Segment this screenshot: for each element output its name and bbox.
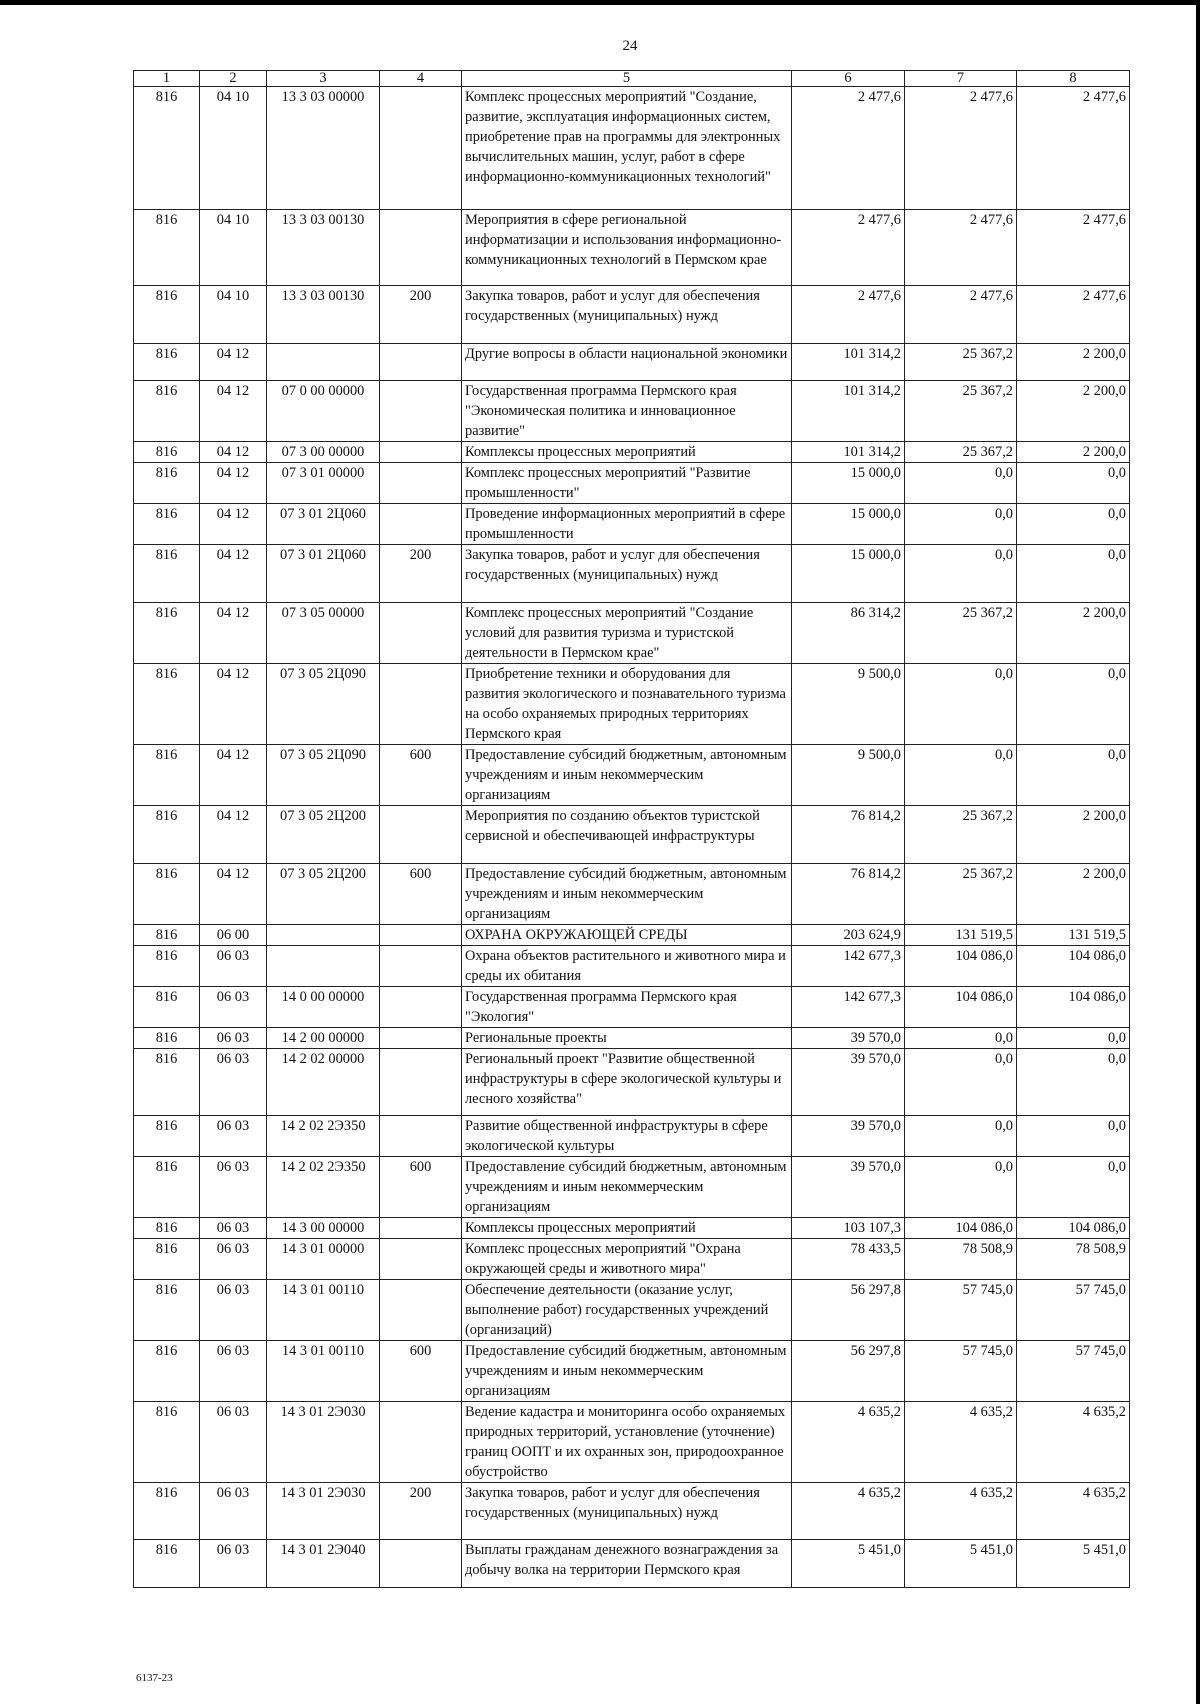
table-row bbox=[134, 463, 1130, 504]
table-row bbox=[134, 504, 1130, 545]
table-row bbox=[134, 745, 1130, 806]
table-header-row bbox=[134, 71, 1130, 87]
cell-target-article: 07 3 01 2Ц060 bbox=[267, 545, 380, 603]
cell-section-code: 04 12 bbox=[200, 864, 267, 925]
cell-section-code: 06 03 bbox=[200, 987, 267, 1028]
cell-amount-col7: 4 635,2 bbox=[905, 1402, 1017, 1483]
cell-amount-col8: 2 477,6 bbox=[1017, 210, 1130, 286]
header-cell: 5 bbox=[462, 71, 792, 87]
cell-expense-type bbox=[380, 1049, 462, 1116]
cell-expense-type: 600 bbox=[380, 1341, 462, 1402]
cell-amount-col7: 2 477,6 bbox=[905, 87, 1017, 210]
cell-section-code: 06 03 bbox=[200, 1028, 267, 1049]
cell-amount-col8: 57 745,0 bbox=[1017, 1280, 1130, 1341]
cell-admin-code: 816 bbox=[134, 1280, 200, 1341]
cell-target-article: 07 3 05 00000 bbox=[267, 603, 380, 664]
cell-amount-col8: 4 635,2 bbox=[1017, 1402, 1130, 1483]
cell-target-article: 07 3 05 2Ц200 bbox=[267, 806, 380, 864]
cell-amount-col8: 5 451,0 bbox=[1017, 1540, 1130, 1588]
cell-admin-code: 816 bbox=[134, 1028, 200, 1049]
cell-description: Закупка товаров, работ и услуг для обеспечения государственных (муниципальных) нужд bbox=[462, 1483, 792, 1540]
cell-description: Предоставление субсидий бюджетным, автономным учреждениям и иным некоммерческим организациям bbox=[462, 745, 792, 806]
cell-description: Проведение информационных мероприятий в сфере промышленности bbox=[462, 504, 792, 545]
cell-expense-type bbox=[380, 463, 462, 504]
cell-amount-col8: 2 200,0 bbox=[1017, 864, 1130, 925]
cell-section-code: 06 03 bbox=[200, 1402, 267, 1483]
cell-target-article: 07 3 05 2Ц200 bbox=[267, 864, 380, 925]
cell-amount-col8: 0,0 bbox=[1017, 1157, 1130, 1218]
cell-description: Комплекс процессных мероприятий "Создание, развитие, эксплуатация информационных систем, приобретение прав на программы для электронных вычислительных машин, услуг, работ в сфере информационно-коммуникационных технологий" bbox=[462, 87, 792, 210]
cell-section-code: 04 12 bbox=[200, 442, 267, 463]
cell-target-article: 07 3 05 2Ц090 bbox=[267, 664, 380, 745]
cell-section-code: 06 03 bbox=[200, 1049, 267, 1116]
cell-amount-col6: 15 000,0 bbox=[792, 463, 905, 504]
cell-expense-type bbox=[380, 504, 462, 545]
cell-admin-code: 816 bbox=[134, 442, 200, 463]
header-cell: 8 bbox=[1017, 71, 1130, 87]
table-row bbox=[134, 1239, 1130, 1280]
cell-target-article: 07 3 01 00000 bbox=[267, 463, 380, 504]
cell-description: Государственная программа Пермского края "Экология" bbox=[462, 987, 792, 1028]
cell-target-article: 14 0 00 00000 bbox=[267, 987, 380, 1028]
cell-amount-col8: 104 086,0 bbox=[1017, 946, 1130, 987]
cell-amount-col7: 0,0 bbox=[905, 545, 1017, 603]
cell-amount-col8: 57 745,0 bbox=[1017, 1341, 1130, 1402]
cell-admin-code: 816 bbox=[134, 210, 200, 286]
cell-amount-col6: 2 477,6 bbox=[792, 210, 905, 286]
page-number: 24 bbox=[622, 38, 638, 54]
cell-description: Мероприятия в сфере региональной информатизации и использования информационно-коммуникационных технологий в Пермском крае bbox=[462, 210, 792, 286]
cell-target-article bbox=[267, 344, 380, 381]
cell-description: Приобретение техники и оборудования для развития экологического и познавательного туризма на особо охраняемых природных территориях Пермского края bbox=[462, 664, 792, 745]
table-row bbox=[134, 1116, 1130, 1157]
cell-amount-col8: 2 200,0 bbox=[1017, 806, 1130, 864]
cell-expense-type bbox=[380, 987, 462, 1028]
cell-amount-col6: 2 477,6 bbox=[792, 286, 905, 344]
cell-expense-type bbox=[380, 925, 462, 946]
cell-amount-col6: 39 570,0 bbox=[792, 1157, 905, 1218]
cell-amount-col8: 4 635,2 bbox=[1017, 1483, 1130, 1540]
footer-code: 6137-23 bbox=[136, 1672, 173, 1684]
cell-amount-col7: 25 367,2 bbox=[905, 603, 1017, 664]
cell-admin-code: 816 bbox=[134, 504, 200, 545]
cell-amount-col6: 15 000,0 bbox=[792, 504, 905, 545]
cell-description: Предоставление субсидий бюджетным, автономным учреждениям и иным некоммерческим организациям bbox=[462, 1341, 792, 1402]
cell-amount-col7: 104 086,0 bbox=[905, 987, 1017, 1028]
cell-description: Обеспечение деятельности (оказание услуг, выполнение работ) государственных учреждений (организаций) bbox=[462, 1280, 792, 1341]
cell-target-article: 13 3 03 00000 bbox=[267, 87, 380, 210]
cell-expense-type: 200 bbox=[380, 1483, 462, 1540]
cell-amount-col8: 0,0 bbox=[1017, 463, 1130, 504]
table-row bbox=[134, 381, 1130, 442]
cell-amount-col6: 76 814,2 bbox=[792, 864, 905, 925]
cell-target-article: 14 3 01 00110 bbox=[267, 1280, 380, 1341]
cell-admin-code: 816 bbox=[134, 1402, 200, 1483]
table-row bbox=[134, 925, 1130, 946]
table-row bbox=[134, 1483, 1130, 1540]
cell-amount-col7: 0,0 bbox=[905, 504, 1017, 545]
cell-description: Мероприятия по созданию объектов туристской сервисной и обеспечивающей инфраструктуры bbox=[462, 806, 792, 864]
cell-amount-col7: 57 745,0 bbox=[905, 1341, 1017, 1402]
cell-section-code: 04 12 bbox=[200, 664, 267, 745]
cell-section-code: 04 12 bbox=[200, 745, 267, 806]
table-row bbox=[134, 864, 1130, 925]
cell-expense-type bbox=[380, 946, 462, 987]
cell-description: Охрана объектов растительного и животного мира и среды их обитания bbox=[462, 946, 792, 987]
cell-amount-col7: 25 367,2 bbox=[905, 442, 1017, 463]
cell-amount-col7: 104 086,0 bbox=[905, 946, 1017, 987]
cell-amount-col8: 2 200,0 bbox=[1017, 344, 1130, 381]
cell-section-code: 04 12 bbox=[200, 504, 267, 545]
cell-expense-type bbox=[380, 344, 462, 381]
cell-amount-col8: 2 200,0 bbox=[1017, 603, 1130, 664]
cell-admin-code: 816 bbox=[134, 1341, 200, 1402]
cell-amount-col6: 4 635,2 bbox=[792, 1402, 905, 1483]
cell-description: Выплаты гражданам денежного вознаграждения за добычу волка на территории Пермского края bbox=[462, 1540, 792, 1588]
cell-target-article: 07 3 01 2Ц060 bbox=[267, 504, 380, 545]
cell-amount-col7: 25 367,2 bbox=[905, 381, 1017, 442]
table-body bbox=[134, 87, 1130, 1588]
cell-amount-col6: 4 635,2 bbox=[792, 1483, 905, 1540]
cell-description: Региональные проекты bbox=[462, 1028, 792, 1049]
cell-section-code: 06 03 bbox=[200, 1540, 267, 1588]
cell-admin-code: 816 bbox=[134, 925, 200, 946]
cell-expense-type bbox=[380, 1116, 462, 1157]
cell-expense-type: 200 bbox=[380, 286, 462, 344]
cell-amount-col8: 78 508,9 bbox=[1017, 1239, 1130, 1280]
cell-amount-col7: 131 519,5 bbox=[905, 925, 1017, 946]
cell-amount-col8: 0,0 bbox=[1017, 545, 1130, 603]
table-row bbox=[134, 1218, 1130, 1239]
cell-admin-code: 816 bbox=[134, 745, 200, 806]
cell-amount-col6: 39 570,0 bbox=[792, 1028, 905, 1049]
cell-section-code: 04 12 bbox=[200, 381, 267, 442]
cell-expense-type: 600 bbox=[380, 745, 462, 806]
cell-expense-type: 200 bbox=[380, 545, 462, 603]
header-cell: 1 bbox=[134, 71, 200, 87]
cell-description: Предоставление субсидий бюджетным, автономным учреждениям и иным некоммерческим организациям bbox=[462, 1157, 792, 1218]
cell-target-article: 14 2 00 00000 bbox=[267, 1028, 380, 1049]
header-cell: 6 bbox=[792, 71, 905, 87]
cell-amount-col8: 0,0 bbox=[1017, 504, 1130, 545]
cell-description: Комплекс процессных мероприятий "Охрана окружающей среды и животного мира" bbox=[462, 1239, 792, 1280]
cell-amount-col6: 76 814,2 bbox=[792, 806, 905, 864]
cell-admin-code: 816 bbox=[134, 603, 200, 664]
cell-target-article: 13 3 03 00130 bbox=[267, 286, 380, 344]
cell-expense-type bbox=[380, 381, 462, 442]
cell-description: Закупка товаров, работ и услуг для обеспечения государственных (муниципальных) нужд bbox=[462, 545, 792, 603]
cell-section-code: 04 12 bbox=[200, 806, 267, 864]
cell-amount-col6: 39 570,0 bbox=[792, 1116, 905, 1157]
cell-section-code: 04 10 bbox=[200, 286, 267, 344]
cell-section-code: 06 00 bbox=[200, 925, 267, 946]
cell-target-article: 07 0 00 00000 bbox=[267, 381, 380, 442]
cell-admin-code: 816 bbox=[134, 87, 200, 210]
table-row bbox=[134, 286, 1130, 344]
cell-target-article: 07 3 00 00000 bbox=[267, 442, 380, 463]
cell-section-code: 06 03 bbox=[200, 1280, 267, 1341]
cell-expense-type bbox=[380, 1280, 462, 1341]
cell-admin-code: 816 bbox=[134, 545, 200, 603]
cell-amount-col6: 2 477,6 bbox=[792, 87, 905, 210]
cell-admin-code: 816 bbox=[134, 286, 200, 344]
cell-amount-col8: 0,0 bbox=[1017, 664, 1130, 745]
cell-target-article: 14 3 01 2Э030 bbox=[267, 1483, 380, 1540]
cell-admin-code: 816 bbox=[134, 381, 200, 442]
cell-amount-col8: 2 477,6 bbox=[1017, 87, 1130, 210]
cell-expense-type bbox=[380, 1239, 462, 1280]
cell-amount-col7: 0,0 bbox=[905, 463, 1017, 504]
budget-table bbox=[133, 70, 1130, 1588]
cell-amount-col6: 39 570,0 bbox=[792, 1049, 905, 1116]
cell-amount-col7: 2 477,6 bbox=[905, 286, 1017, 344]
cell-target-article: 14 2 02 00000 bbox=[267, 1049, 380, 1116]
cell-section-code: 04 12 bbox=[200, 603, 267, 664]
cell-section-code: 04 12 bbox=[200, 344, 267, 381]
cell-section-code: 06 03 bbox=[200, 1483, 267, 1540]
cell-expense-type: 600 bbox=[380, 864, 462, 925]
cell-admin-code: 816 bbox=[134, 987, 200, 1028]
cell-target-article bbox=[267, 925, 380, 946]
table-row bbox=[134, 87, 1130, 210]
table-row bbox=[134, 946, 1130, 987]
cell-amount-col7: 4 635,2 bbox=[905, 1483, 1017, 1540]
cell-section-code: 06 03 bbox=[200, 1218, 267, 1239]
cell-target-article: 13 3 03 00130 bbox=[267, 210, 380, 286]
cell-amount-col7: 57 745,0 bbox=[905, 1280, 1017, 1341]
table-row bbox=[134, 603, 1130, 664]
header-cell: 3 bbox=[267, 71, 380, 87]
cell-amount-col6: 101 314,2 bbox=[792, 442, 905, 463]
cell-amount-col7: 0,0 bbox=[905, 1116, 1017, 1157]
cell-description: Комплекс процессных мероприятий "Создание условий для развития туризма и туристской деятельности в Пермском крае" bbox=[462, 603, 792, 664]
cell-admin-code: 816 bbox=[134, 1239, 200, 1280]
table-row bbox=[134, 664, 1130, 745]
cell-expense-type bbox=[380, 1540, 462, 1588]
cell-target-article: 14 3 01 00000 bbox=[267, 1239, 380, 1280]
cell-amount-col7: 25 367,2 bbox=[905, 806, 1017, 864]
cell-amount-col6: 142 677,3 bbox=[792, 946, 905, 987]
cell-admin-code: 816 bbox=[134, 463, 200, 504]
cell-amount-col8: 104 086,0 bbox=[1017, 1218, 1130, 1239]
cell-target-article: 14 3 01 2Э040 bbox=[267, 1540, 380, 1588]
cell-amount-col6: 101 314,2 bbox=[792, 344, 905, 381]
cell-section-code: 06 03 bbox=[200, 1157, 267, 1218]
cell-amount-col6: 86 314,2 bbox=[792, 603, 905, 664]
table-row bbox=[134, 987, 1130, 1028]
cell-admin-code: 816 bbox=[134, 1218, 200, 1239]
table-row bbox=[134, 210, 1130, 286]
cell-amount-col7: 0,0 bbox=[905, 745, 1017, 806]
cell-amount-col6: 101 314,2 bbox=[792, 381, 905, 442]
cell-expense-type bbox=[380, 442, 462, 463]
table-row bbox=[134, 442, 1130, 463]
cell-amount-col6: 203 624,9 bbox=[792, 925, 905, 946]
cell-admin-code: 816 bbox=[134, 1157, 200, 1218]
cell-admin-code: 816 bbox=[134, 344, 200, 381]
cell-description: Комплекс процессных мероприятий "Развитие промышленности" bbox=[462, 463, 792, 504]
cell-amount-col6: 15 000,0 bbox=[792, 545, 905, 603]
cell-expense-type bbox=[380, 210, 462, 286]
scan-right-border bbox=[1196, 0, 1200, 1704]
cell-expense-type bbox=[380, 87, 462, 210]
cell-amount-col7: 0,0 bbox=[905, 1157, 1017, 1218]
scan-top-border bbox=[0, 0, 1200, 5]
cell-amount-col7: 5 451,0 bbox=[905, 1540, 1017, 1588]
table-row bbox=[134, 545, 1130, 603]
cell-amount-col8: 0,0 bbox=[1017, 1028, 1130, 1049]
cell-amount-col8: 2 200,0 bbox=[1017, 442, 1130, 463]
cell-amount-col6: 103 107,3 bbox=[792, 1218, 905, 1239]
cell-amount-col8: 0,0 bbox=[1017, 745, 1130, 806]
cell-admin-code: 816 bbox=[134, 1483, 200, 1540]
header-cell: 7 bbox=[905, 71, 1017, 87]
cell-section-code: 04 10 bbox=[200, 210, 267, 286]
cell-amount-col6: 142 677,3 bbox=[792, 987, 905, 1028]
cell-description: Комплексы процессных мероприятий bbox=[462, 1218, 792, 1239]
cell-expense-type bbox=[380, 1218, 462, 1239]
cell-section-code: 06 03 bbox=[200, 946, 267, 987]
cell-amount-col7: 0,0 bbox=[905, 664, 1017, 745]
cell-amount-col8: 0,0 bbox=[1017, 1049, 1130, 1116]
cell-amount-col8: 104 086,0 bbox=[1017, 987, 1130, 1028]
cell-target-article: 14 3 00 00000 bbox=[267, 1218, 380, 1239]
cell-description: Государственная программа Пермского края "Экономическая политика и инновационное развитие" bbox=[462, 381, 792, 442]
header-cell: 4 bbox=[380, 71, 462, 87]
header-cell: 2 bbox=[200, 71, 267, 87]
cell-description: Другие вопросы в области национальной экономики bbox=[462, 344, 792, 381]
cell-amount-col7: 78 508,9 bbox=[905, 1239, 1017, 1280]
cell-description: ОХРАНА ОКРУЖАЮЩЕЙ СРЕДЫ bbox=[462, 925, 792, 946]
cell-expense-type bbox=[380, 664, 462, 745]
cell-amount-col7: 2 477,6 bbox=[905, 210, 1017, 286]
cell-description: Ведение кадастра и мониторинга особо охраняемых природных территорий, установление (уточнение) границ ООПТ и их охранных зон, природоохранное обустройство bbox=[462, 1402, 792, 1483]
table-row bbox=[134, 1157, 1130, 1218]
cell-expense-type bbox=[380, 1028, 462, 1049]
cell-amount-col7: 0,0 bbox=[905, 1028, 1017, 1049]
cell-target-article: 14 3 01 2Э030 bbox=[267, 1402, 380, 1483]
cell-description: Предоставление субсидий бюджетным, автономным учреждениям и иным некоммерческим организациям bbox=[462, 864, 792, 925]
cell-expense-type bbox=[380, 806, 462, 864]
cell-target-article bbox=[267, 946, 380, 987]
cell-expense-type bbox=[380, 603, 462, 664]
cell-admin-code: 816 bbox=[134, 1540, 200, 1588]
cell-amount-col6: 78 433,5 bbox=[792, 1239, 905, 1280]
cell-amount-col6: 56 297,8 bbox=[792, 1280, 905, 1341]
cell-description: Региональный проект "Развитие общественной инфраструктуры в сфере экологической культуры и лесного хозяйства" bbox=[462, 1049, 792, 1116]
cell-amount-col6: 56 297,8 bbox=[792, 1341, 905, 1402]
cell-amount-col6: 9 500,0 bbox=[792, 664, 905, 745]
table-row bbox=[134, 1540, 1130, 1588]
cell-target-article: 14 3 01 00110 bbox=[267, 1341, 380, 1402]
cell-admin-code: 816 bbox=[134, 664, 200, 745]
cell-admin-code: 816 bbox=[134, 1116, 200, 1157]
cell-admin-code: 816 bbox=[134, 864, 200, 925]
cell-amount-col6: 9 500,0 bbox=[792, 745, 905, 806]
cell-expense-type bbox=[380, 1402, 462, 1483]
table-row bbox=[134, 1402, 1130, 1483]
cell-target-article: 07 3 05 2Ц090 bbox=[267, 745, 380, 806]
cell-amount-col7: 0,0 bbox=[905, 1049, 1017, 1116]
cell-amount-col6: 5 451,0 bbox=[792, 1540, 905, 1588]
cell-expense-type: 600 bbox=[380, 1157, 462, 1218]
cell-amount-col8: 2 200,0 bbox=[1017, 381, 1130, 442]
cell-section-code: 04 12 bbox=[200, 463, 267, 504]
cell-section-code: 04 10 bbox=[200, 87, 267, 210]
cell-description: Развитие общественной инфраструктуры в сфере экологической культуры bbox=[462, 1116, 792, 1157]
cell-amount-col7: 25 367,2 bbox=[905, 864, 1017, 925]
table-row bbox=[134, 1341, 1130, 1402]
cell-admin-code: 816 bbox=[134, 946, 200, 987]
cell-amount-col7: 25 367,2 bbox=[905, 344, 1017, 381]
cell-section-code: 06 03 bbox=[200, 1239, 267, 1280]
cell-admin-code: 816 bbox=[134, 1049, 200, 1116]
cell-amount-col7: 104 086,0 bbox=[905, 1218, 1017, 1239]
cell-description: Закупка товаров, работ и услуг для обеспечения государственных (муниципальных) нужд bbox=[462, 286, 792, 344]
cell-amount-col8: 2 477,6 bbox=[1017, 286, 1130, 344]
cell-admin-code: 816 bbox=[134, 806, 200, 864]
table-row bbox=[134, 806, 1130, 864]
cell-amount-col8: 131 519,5 bbox=[1017, 925, 1130, 946]
cell-target-article: 14 2 02 2Э350 bbox=[267, 1116, 380, 1157]
table-row bbox=[134, 344, 1130, 381]
table-row bbox=[134, 1049, 1130, 1116]
cell-amount-col8: 0,0 bbox=[1017, 1116, 1130, 1157]
cell-section-code: 06 03 bbox=[200, 1341, 267, 1402]
cell-target-article: 14 2 02 2Э350 bbox=[267, 1157, 380, 1218]
table-row bbox=[134, 1280, 1130, 1341]
cell-section-code: 06 03 bbox=[200, 1116, 267, 1157]
table-row bbox=[134, 1028, 1130, 1049]
cell-description: Комплексы процессных мероприятий bbox=[462, 442, 792, 463]
cell-section-code: 04 12 bbox=[200, 545, 267, 603]
